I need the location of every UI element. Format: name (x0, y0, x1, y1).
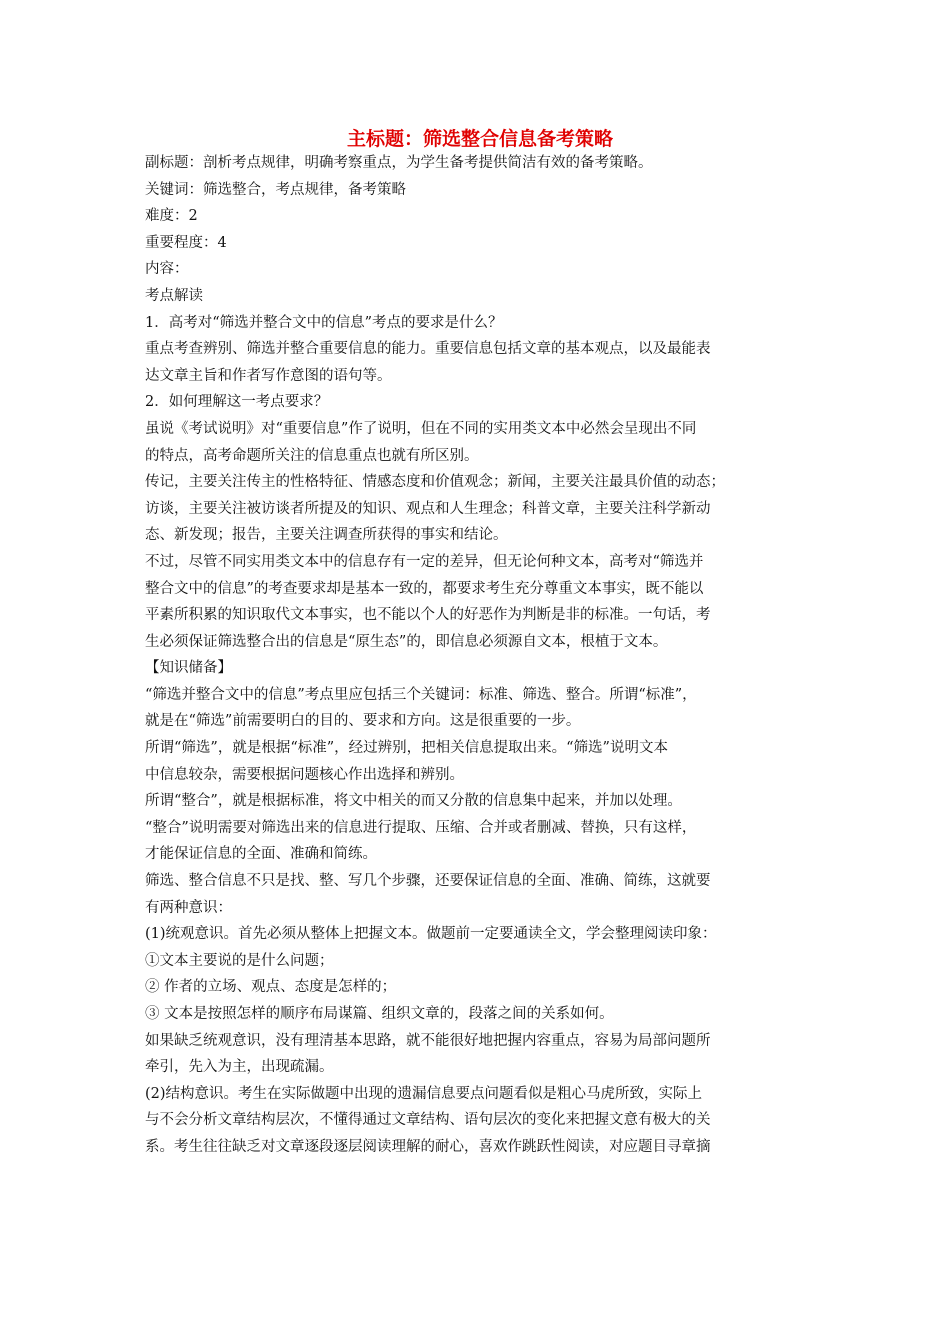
text-line: “整合”说明需要对筛选出来的信息进行提取、压缩、合并或者删减、替换，只有这样， (145, 819, 697, 836)
text-line: 难度：2 (145, 208, 198, 225)
text-line: (1)统观意识。首先必须从整体上把握文本。做题前一定要通读全文，学会整理阅读印象： (145, 926, 717, 943)
text-line: 生必须保证筛选整合出的信息是“原生态”的，即信息必须源自文本，根植于文本。 (145, 633, 668, 650)
text-line: 重要程度：4 (145, 234, 227, 251)
text-line: 内容： (145, 261, 189, 278)
text-line: 才能保证信息的全面、准确和简练。 (145, 846, 377, 863)
text-line: 就是在“筛选”前需要明白的目的、要求和方向。这是很重要的一步。 (145, 713, 581, 730)
text-line: 考点解读 (145, 287, 203, 304)
text-line: 牵引，先入为主，出现疏漏。 (145, 1059, 334, 1076)
text-line: 有两种意识： (145, 899, 232, 916)
text-line: ② 作者的立场、观点、态度是怎样的； (145, 979, 397, 996)
text-line: 所谓“筛选”，就是根据“标准”，经过辨别，把相关信息提取出来。“筛选”说明文本 (145, 740, 668, 757)
text-line: 【知识储备】 (145, 660, 232, 677)
text-lines (145, 150, 815, 1161)
text-line: 达文章主旨和作者写作意图的语句等。 (145, 367, 392, 384)
text-line: 所谓“整合”，就是根据标准，将文中相关的而又分散的信息集中起来，并加以处理。 (145, 793, 682, 810)
text-line: ③ 文本是按照怎样的顺序布局谋篇、组织文章的，段落之间的关系如何。 (145, 1006, 614, 1022)
text-line: 系。考生往往缺乏对文章逐段逐层阅读理解的耐心，喜欢作跳跃性阅读，对应题目寻章摘 (145, 1138, 711, 1155)
text-line: ①文本主要说的是什么问题； (145, 952, 334, 969)
text-line: 中信息较杂，需要根据问题核心作出选择和辨别。 (145, 766, 464, 783)
text-line: 与不会分析文章结构层次，不懂得通过文章结构、语句层次的变化来把握文意有极大的关 (145, 1112, 711, 1129)
text-line: 平素所积累的知识取代文本事实，也不能以个人的好恶作为判断是非的标准。一句话，考 (145, 607, 711, 624)
text-line: 的特点，高考命题所关注的信息重点也就有所区别。 (145, 447, 479, 464)
text-line: 不过，尽管不同实用类文本中的信息存有一定的差异，但无论何种文本，高考对“筛选并 (145, 553, 704, 570)
text-line: 筛选、整合信息不只是找、整、写几个步骤，还要保证信息的全面、准确、简练，这就要 (145, 873, 711, 890)
text-line: 整合文中的信息”的考查要求却是基本一致的，都要求考生充分尊重文本事实，既不能以 (145, 580, 704, 597)
text-line: 2．如何理解这一考点要求？ (145, 394, 329, 411)
text-line: 1．高考对“筛选并整合文中的信息”考点的要求是什么？ (145, 314, 503, 331)
text-line: 如果缺乏统观意识，没有理清基本思路，就不能很好地把握内容重点，容易为局部问题所 (145, 1032, 711, 1049)
text-line: (2)结构意识。考生在实际做题中出现的遗漏信息要点问题看似是粗心马虎所致，实际上 (145, 1085, 703, 1102)
page-title: 主标题：筛选整合信息备考策略 (346, 128, 613, 150)
text-line: 传记，主要关注传主的性格特征、情感态度和价值观念；新闻，主要关注最具价值的动态； (145, 474, 725, 491)
text-line: 关键词：筛选整合，考点规律，备考策略 (145, 181, 406, 198)
text-line: 虽说《考试说明》对“重要信息”作了说明，但在不同的实用类文本中必然会呈现出不同 (145, 420, 697, 437)
text-line: “筛选并整合文中的信息”考点里应包括三个关键词：标准、筛选、整合。所谓“标准”， (145, 686, 697, 703)
text-line: 访谈，主要关注被访谈者所提及的知识、观点和人生理念；科普文章，主要关注科学新动 (145, 500, 711, 517)
text-line: 重点考查辨别、筛选并整合重要信息的能力。重要信息包括文章的基本观点，以及最能表 (145, 341, 711, 358)
text-line: 副标题：剖析考点规律，明确考察重点，为学生备考提供简洁有效的备考策略。 (145, 155, 653, 171)
document-body (145, 126, 815, 1161)
text-line: 态、新发现；报告，主要关注调查所获得的事实和结论。 (145, 527, 508, 544)
